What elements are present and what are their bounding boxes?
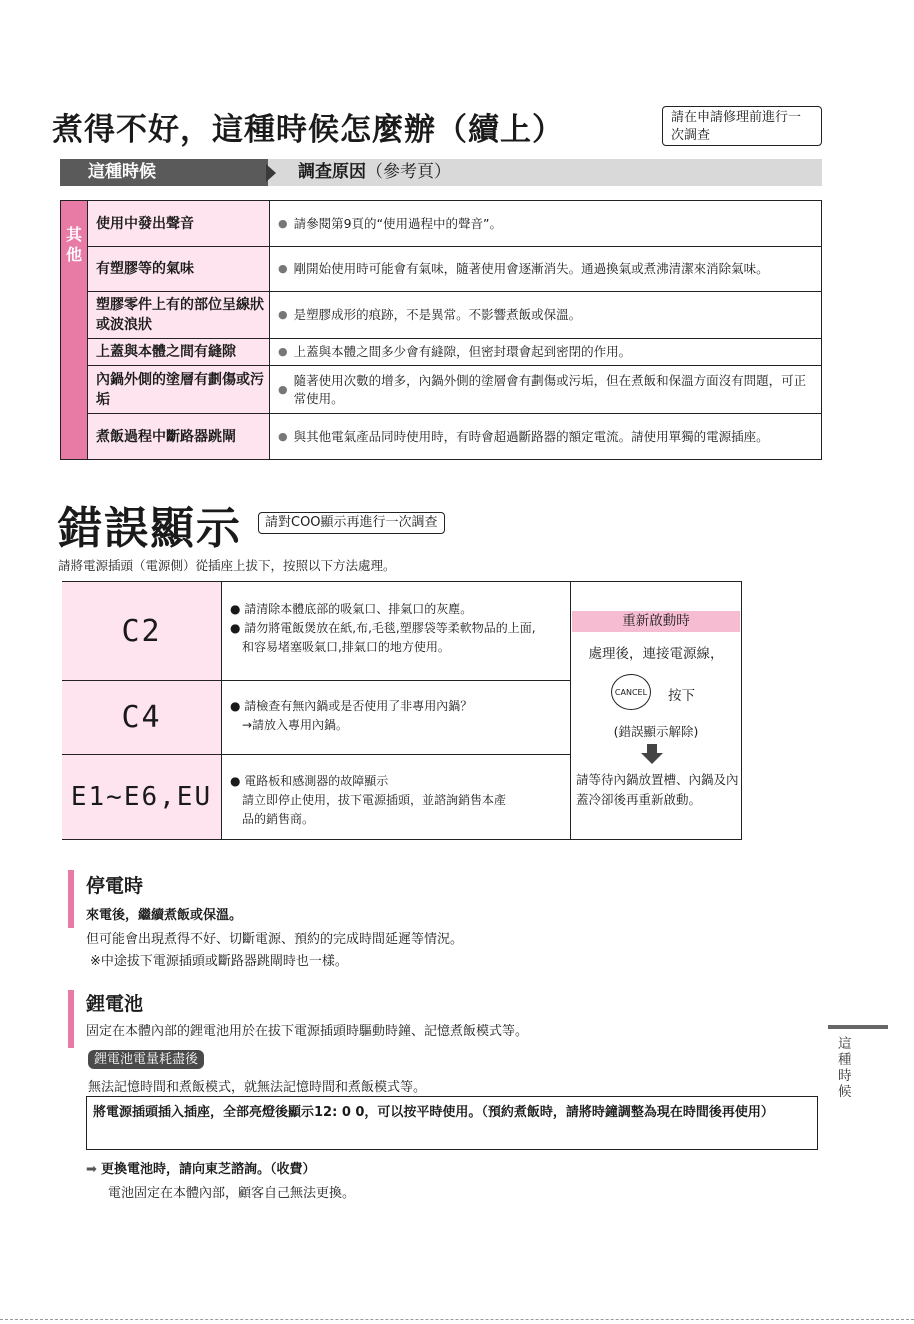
check-note: 請在申請修理前進行一次調查 <box>662 106 822 146</box>
bullet-icon: ● <box>278 262 288 275</box>
desc-cell <box>278 366 818 413</box>
triangle-arrow-icon <box>266 164 276 182</box>
page-title: 煮得不好，這種時候怎麼辦（續上） <box>52 112 564 148</box>
desc-line: ● 電路板和感測器的故障顯示 <box>230 774 389 788</box>
reference-page-label: （參考頁） <box>366 162 451 182</box>
desc-text: 剛開始使用時可能會有氣味，隨著使用會逐漸消失。通過換氣或煮沸清潔來消除氣味。 <box>293 261 769 276</box>
section-bar <box>68 870 74 928</box>
replace-bold-text: 更換電池時，請向東芝諮詢。（收費） <box>101 1162 316 1177</box>
desc-cell <box>278 292 818 338</box>
release-text: (錯誤顯示解除) <box>613 724 699 739</box>
power-outage-line2: ※中途拔下電源插頭或斷路器跳閘時也一樣。 <box>90 954 348 969</box>
desc-line: ● 請檢查有無內鍋或是否使用了非專用內鍋？ <box>230 699 473 713</box>
power-outage-heading: 停電時 <box>86 875 144 897</box>
column-divider <box>570 581 571 840</box>
desc-line: 和容易堵塞吸氣口,排氣口的地方使用。 <box>230 640 450 654</box>
cause-cell: 煮飯過程中斷路器跳閘 <box>88 414 270 459</box>
cause-cell: 上蓋與本體之間有縫隙 <box>88 339 270 365</box>
table-header-situation: 這種時候 <box>60 159 268 186</box>
battery-badge: 鋰電池電量耗盡後 <box>88 1050 204 1069</box>
error-code: C2 <box>62 582 222 680</box>
restart-heading: 重新啟動時 <box>572 611 740 632</box>
battery-line1: 固定在本體內部的鋰電池用於在拔下電源插頭時驅動時鐘、記憶煮飯模式等。 <box>86 1024 529 1039</box>
other-side-label <box>60 200 88 460</box>
bullet-icon: ● <box>278 308 288 321</box>
desc-text: 上蓋與本體之間多少會有縫隙，但密封環會起到密閉的作用。 <box>293 344 632 359</box>
battery-line2: 無法記憶時間和煮飯模式，就無法記憶時間和煮飯模式等。 <box>88 1080 427 1095</box>
power-outage-bold: 來電後，繼續煮飯或保溫。 <box>86 908 243 923</box>
other-side-text: 其他 <box>65 225 82 264</box>
desc-line: →請放入專用內鍋。 <box>230 718 349 732</box>
desc-cell <box>278 247 818 291</box>
cancel-button-icon: CANCEL <box>611 674 651 710</box>
cause-cell: 使用中發出聲音 <box>88 201 270 246</box>
error-subtitle: 請將電源插頭（電源側）從插座上拔下，按照以下方法處理。 <box>58 558 396 573</box>
desc-text: 隨著使用次數的增多，內鍋外側的塗層會有劃傷或污垢，但在煮飯和保溫方面沒有問題，可正常使用。 <box>293 372 807 406</box>
bullet-icon: ● <box>278 345 288 358</box>
side-tab-line <box>828 1025 888 1029</box>
bullet-icon: ● <box>278 429 288 443</box>
bullet-icon: ● <box>278 216 288 230</box>
desc-line: ● 請清除本體底部的吸氣口、排氣口的灰塵。 <box>230 602 473 616</box>
error-desc <box>230 600 570 657</box>
cause-cell: 塑膠零件上有的部位呈線狀或波浪狀 <box>88 292 270 338</box>
desc-text: 是塑膠成形的痕跡，不是異常。不影響煮飯或保溫。 <box>293 307 582 322</box>
desc-cell <box>278 201 818 246</box>
desc-line: 請立即停止使用，拔下電源插頭，並諮詢銷售本產 <box>230 793 507 807</box>
error-note: 請對COO顯示再進行一次調查 <box>258 512 445 534</box>
cause-cell: 有塑膠等的氣味 <box>88 247 270 291</box>
desc-cell <box>278 414 818 459</box>
desc-line: ● 請勿將電飯煲放在紙,布,毛毯,塑膠袋等柔軟物品的上面, <box>230 621 536 635</box>
table-header-cause <box>298 159 451 186</box>
press-label: 按下 <box>668 688 695 704</box>
replace-detail: 電池固定在本體內部，顧客自己無法更換。 <box>108 1186 356 1201</box>
error-title: 錯誤顯示 <box>58 503 242 554</box>
bottom-divider <box>0 1319 914 1320</box>
replace-line <box>86 1158 316 1177</box>
desc-text: 請參閱第9頁的“使用過程中的聲音”。 <box>293 215 503 231</box>
error-desc <box>230 772 570 829</box>
wait-text: 請等待內鍋放置槽、內鍋及內蓋冷卻後再重新啟動。 <box>576 772 739 807</box>
error-code: C4 <box>62 681 222 754</box>
section-bar <box>68 990 74 1048</box>
desc-cell <box>278 339 818 365</box>
error-code: E1~E6,EU <box>62 755 222 839</box>
cause-label: 調查原因 <box>298 162 366 182</box>
restart-text: 處理後，連接電源線， <box>588 646 724 662</box>
battery-box-note: 將電源插頭插入插座，全部亮燈後顯示12: 0 0，可以按平時使用。（預約煮飯時，請將時鐘調整為現在時間後再使用） <box>86 1096 818 1150</box>
battery-heading: 鋰電池 <box>86 993 144 1015</box>
error-desc <box>230 697 570 735</box>
right-arrow-icon: ➡ <box>86 1162 97 1177</box>
bullet-icon: ● <box>278 382 288 396</box>
side-tab-label: 這種時候 <box>838 1036 852 1100</box>
power-outage-line1: 但可能會出現煮得不好、切斷電源、預約的完成時間延遲等情況。 <box>86 932 464 947</box>
down-arrow-icon <box>641 744 663 764</box>
cause-cell: 內鍋外側的塗層有劃傷或污垢 <box>88 366 270 413</box>
desc-line: 品的銷售商。 <box>230 812 315 826</box>
desc-text: 與其他電氣產品同時使用時，有時會超過斷路器的額定電流。請使用單獨的電源插座。 <box>293 428 769 444</box>
